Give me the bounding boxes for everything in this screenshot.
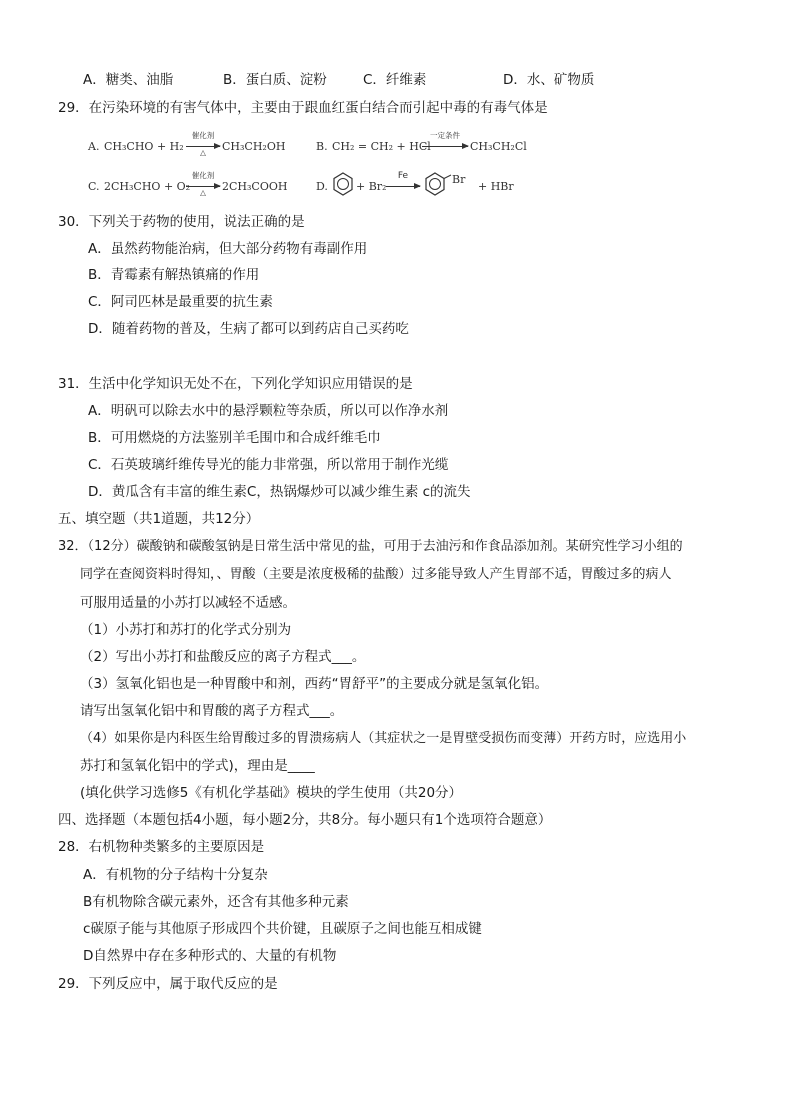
question-28-option-c: c碳原子能与其他原子形成四个共价键，且碳原子之间也能互相成键 (83, 921, 482, 937)
question-32-line-1: 32．（12分）碳酸钠和碳酸氢钠是日常生活中常见的盐，可用于去油污和作食品添加剂。某研究性学习小组的 (58, 539, 683, 554)
question-30-stem: 30．下列关于药物的使用，说法正确的是 (58, 214, 305, 230)
reaction-c-reactants: 2CH₃CHO + O₂ (104, 180, 191, 193)
question-30-option-c: C．阿司匹林是最重要的抗生素 (88, 294, 273, 310)
reaction-b-condition: 一定条件 (430, 131, 460, 140)
option-c: C．纤维素 (363, 72, 427, 88)
section-5-heading: 五、填空题（共1道题，共12分） (58, 511, 260, 527)
question-30-option-d: D．随着药物的普及，生病了都可以到药店自己买药吃 (88, 321, 409, 337)
reaction-a-arrow (186, 146, 220, 147)
reaction-b-arrow (422, 146, 468, 147)
reaction-d-arrow (386, 186, 420, 187)
question-29b-stem: 29．下列反应中，属于取代反应的是 (58, 976, 278, 992)
options-row-top (83, 71, 733, 89)
question-28-option-a: A．有机物的分子结构十分复杂 (83, 867, 268, 883)
option-d: D．水、矿物质 (503, 72, 595, 88)
question-32-sub-2: （2）写出小苏打和盐酸反应的离子方程式___。 (80, 649, 366, 665)
reaction-d-bromine: + Br₂ (356, 180, 387, 193)
question-28-stem: 28．右机物种类繁多的主要原因是 (58, 839, 265, 855)
reaction-d-catalyst: Fe (397, 171, 409, 181)
reaction-d-label: D. (316, 180, 328, 193)
reaction-d-br-substituent: Br (452, 173, 466, 186)
question-32-sub-4a: （4）如果你是内科医生给胃酸过多的胃溃疡病人（其症状之一是胃壁受损伤而变薄）开药方时，应选用小 (80, 731, 687, 746)
question-29-stem: 29．在污染环境的有害气体中，主要由于跟血红蛋白结合而引起中毒的有毒气体是 (58, 100, 548, 116)
question-31-option-c: C．石英玻璃纤维传导光的能力非常强，所以常用于制作光缆 (88, 457, 449, 473)
reaction-c-product: 2CH₃COOH (222, 180, 288, 193)
benzene-ring-icon (332, 172, 354, 196)
reaction-c-arrow (186, 186, 220, 187)
option-b: B．蛋白质、淀粉 (223, 72, 327, 88)
question-30-option-a: A．虽然药物能治病，但大部分药物有毒副作用 (88, 241, 368, 257)
section-4-heading: 四、选择题（本题包括4小题，每小题2分，共8分。每小题只有1个选项符合题意） (58, 812, 552, 828)
reaction-c-heat: △ (200, 188, 206, 197)
reaction-a-label: A. (88, 140, 100, 153)
question-31-stem: 31．生活中化学知识无处不在，下列化学知识应用错误的是 (58, 376, 413, 392)
question-32-sub-4b: 苏打和氢氧化铝中的学式)，理由是____ (80, 758, 315, 774)
question-31-option-a: A．明矾可以除去水中的悬浮颗粒等杂质，所以可以作净水剂 (88, 403, 449, 419)
question-32-sub-3b: 请写出氢氧化铝中和胃酸的离子方程式___。 (80, 703, 344, 719)
reaction-d-hbr: + HBr (478, 180, 514, 193)
question-28-option-b: B有机物除含碳元素外，还含有其他多种元素 (83, 894, 349, 910)
reaction-c-catalyst: 催化剂 (191, 171, 215, 180)
question-31-option-d: D．黄瓜含有丰富的维生素C，热锅爆炒可以减少维生素 c的流失 (88, 484, 471, 500)
reaction-b-product: CH₃CH₂Cl (470, 140, 527, 153)
reaction-a-heat: △ (200, 148, 206, 157)
elective-note: (填化供学习选修5《有机化学基础》模块的学生使用（共20分） (80, 785, 463, 801)
reaction-b-label: B. (316, 140, 328, 153)
reaction-a-product: CH₃CH₂OH (222, 140, 286, 153)
question-32-sub-1: （1）小苏打和苏打的化学式分别为 (80, 622, 292, 638)
question-28-option-d: D自然界中存在多种形式的、大量的有机物 (83, 948, 337, 964)
question-32-sub-3: （3）氢氧化铝也是一种胃酸中和剂，西药“胃舒平”的主要成分就是氢氧化铝。 (80, 676, 549, 692)
question-30-option-b: B．青霉素有解热镇痛的作用 (88, 267, 260, 283)
reaction-a-reactants: CH₃CHO + H₂ (104, 140, 184, 153)
reaction-b-reactants: CH₂ = CH₂ + HCl (332, 140, 431, 153)
reaction-a-catalyst: 催化剂 (191, 131, 215, 140)
question-31-option-b: B．可用燃烧的方法鉴别羊毛围巾和合成纤维毛巾 (88, 430, 381, 446)
reaction-c-label: C. (88, 180, 100, 193)
question-32-line-3: 可服用适量的小苏打以减轻不适感。 (80, 595, 296, 611)
option-a: A．糖类、油脂 (83, 72, 174, 88)
question-32-line-2: 同学在查阅资料时得知，、胃酸（主要是浓度极稀的盐酸）过多能导致人产生胃部不适，胃酸过多的病人 (80, 567, 672, 582)
